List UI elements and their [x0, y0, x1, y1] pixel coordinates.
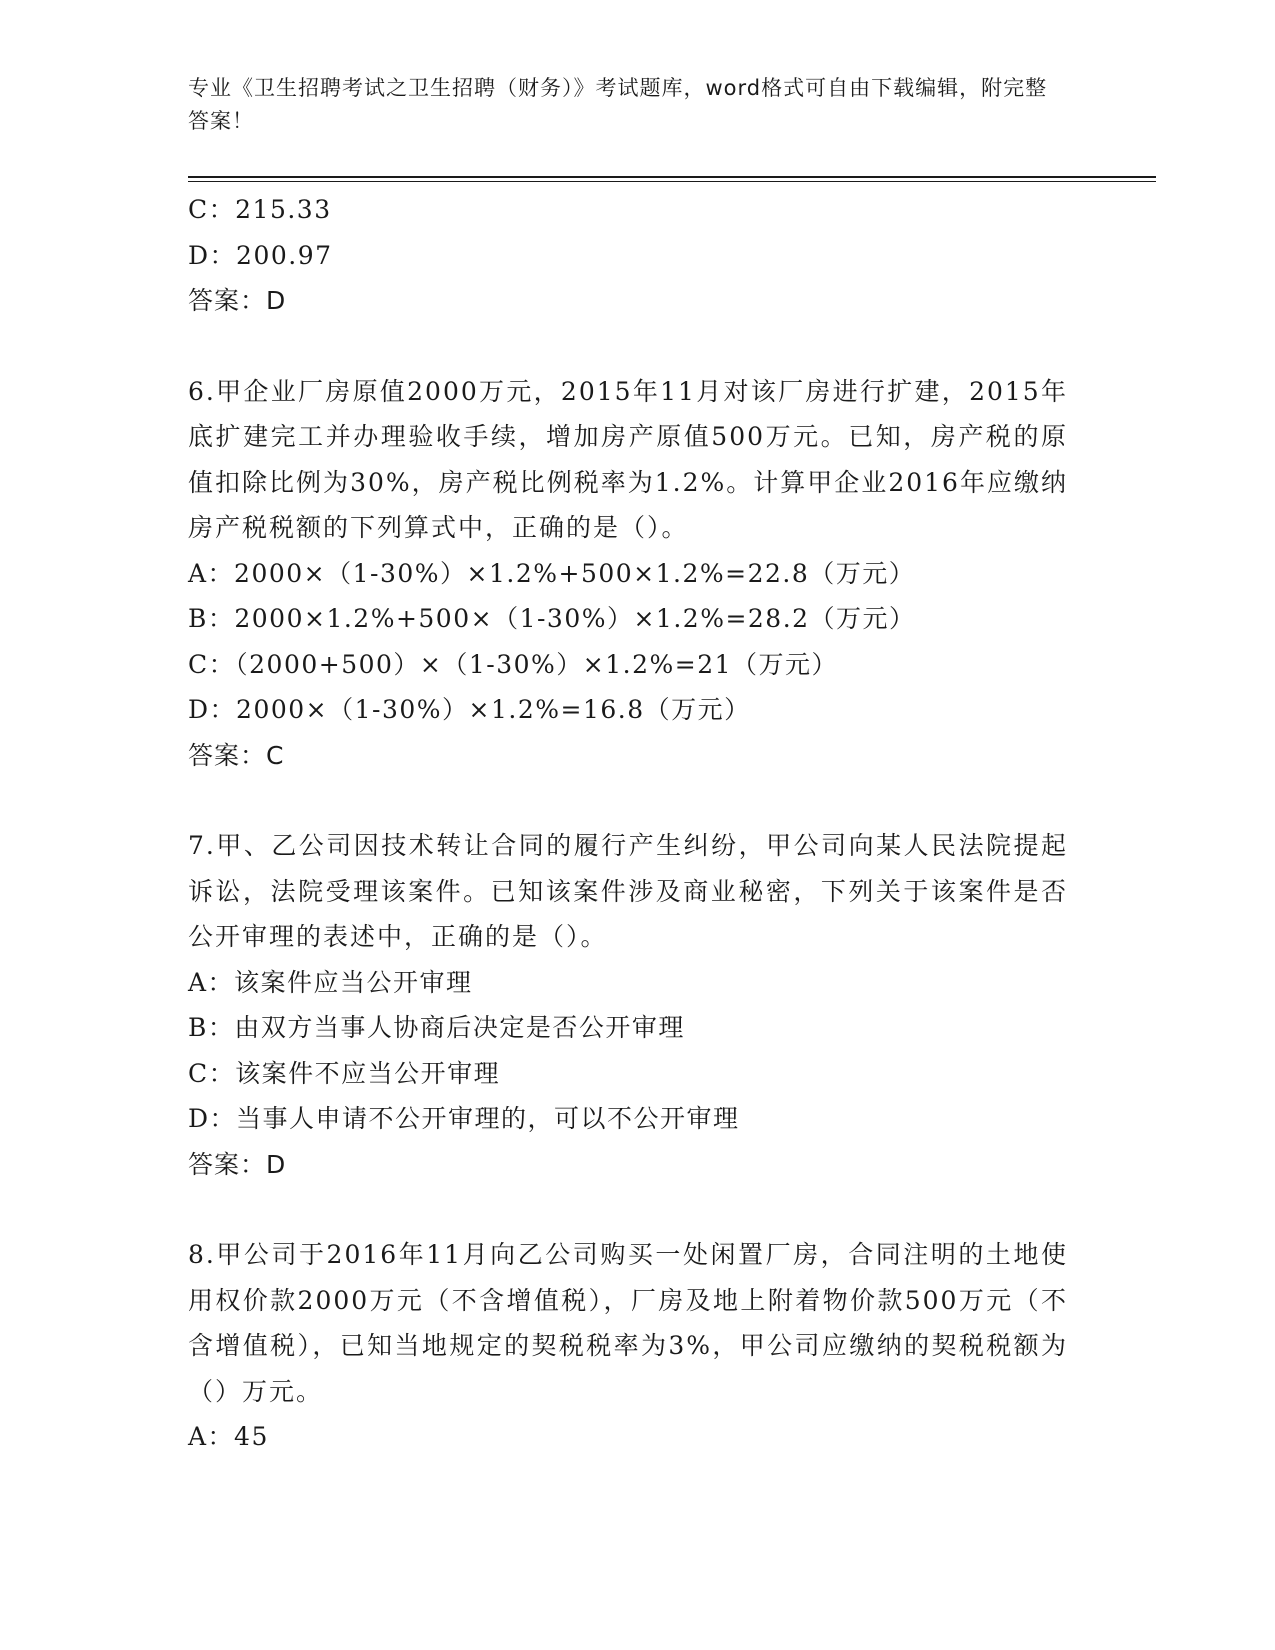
header-text: 专业《卫生招聘考试之卫生招聘（财务）》考试题库，word格式可自由下载编辑，附完整答案！ [188, 76, 1048, 133]
option-a: A：45 [188, 1422, 269, 1451]
option-d: D：200.97 [188, 240, 333, 270]
question-stem: 6.甲企业厂房原值2000万元，2015年11月对该厂房进行扩建，2015年底扩建完工并办理验收手续，增加房产原值500万元。已知，房产税的原值扣除比例为30%，房产税比例税率为1.2%。计算甲企业2016年应缴纳房产税税额的下列算式中，正确的是（）。 [188, 376, 1068, 542]
option-a: A：该案件应当公开审理 [188, 967, 473, 997]
page-header [188, 72, 1068, 138]
answer-line: 答案：D [188, 1149, 287, 1179]
option-d: D：2000×（1-30%）×1.2%=16.8（万元） [188, 695, 751, 724]
question-6 [188, 369, 1068, 779]
option-b: B：由双方当事人协商后决定是否公开审理 [188, 1013, 685, 1042]
question-content [188, 187, 1068, 1460]
option-c: C：（2000+500）×（1-30%）×1.2%=21（万元） [188, 649, 839, 679]
question-stem: 7.甲、乙公司因技术转让合同的履行产生纠纷，甲公司向某人民法院提起诉讼，法院受理该案件。已知该案件涉及商业秘密，下列关于该案件是否公开审理的表述中，正确的是（）。 [188, 831, 1068, 951]
question-5-tail [188, 187, 1068, 324]
option-d: D：当事人申请不公开审理的，可以不公开审理 [188, 1104, 740, 1133]
question-stem: 8.甲公司于2016年11月向乙公司购买一处闲置厂房，合同注明的土地使用权价款2000万元（不含增值税），厂房及地上附着物价款500万元（不含增值税），已知当地规定的契税税率为3%，甲公司应缴纳的契税税额为（）万元。 [188, 1240, 1068, 1406]
option-a: A：2000×（1-30%）×1.2%+500×1.2%=22.8（万元） [188, 558, 916, 588]
answer-line: 答案：C [188, 740, 285, 770]
option-c: C：该案件不应当公开审理 [188, 1058, 501, 1088]
answer-line: 答案：D [188, 286, 287, 315]
question-7 [188, 823, 1068, 1187]
option-b: B：2000×1.2%+500×（1-30%）×1.2%=28.2（万元） [188, 604, 916, 633]
header-rule-thin [188, 181, 1156, 182]
option-c: C：215.33 [188, 195, 332, 224]
header-rule-thick [188, 176, 1156, 178]
question-8 [188, 1232, 1068, 1460]
